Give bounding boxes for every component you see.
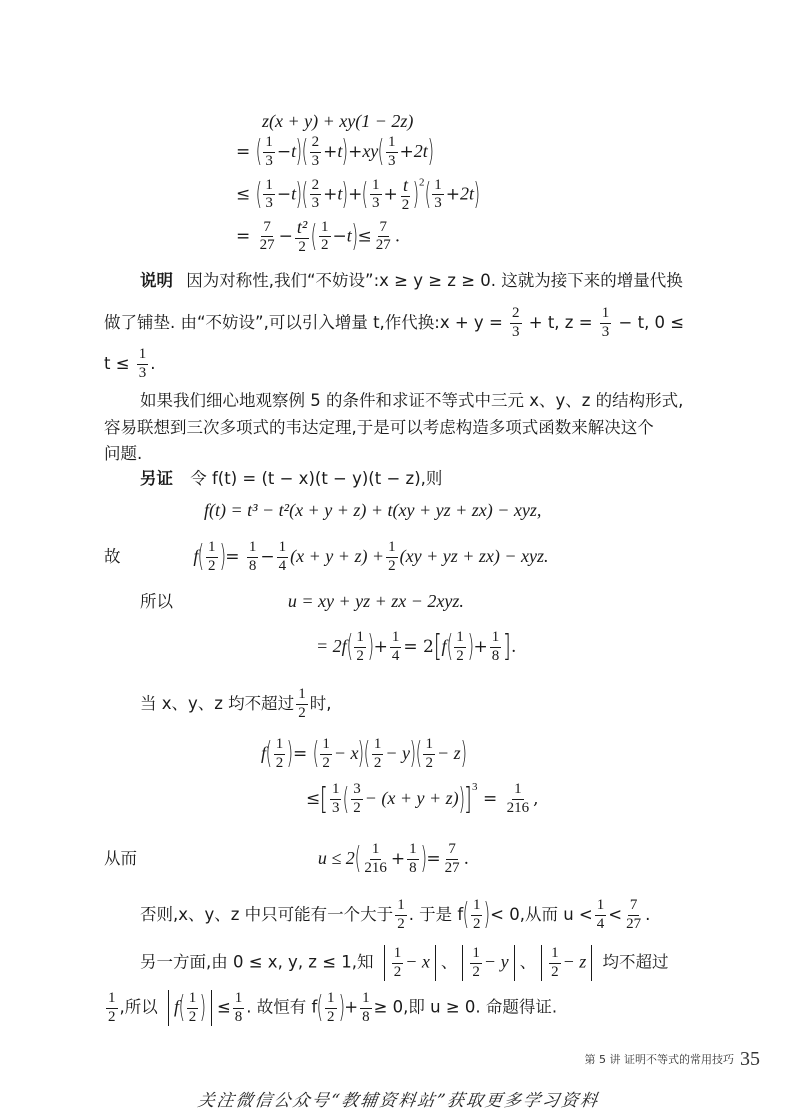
fraction-2-3: $\frac{2}{3}$ — [311, 134, 320, 169]
when-text-b: 时, — [309, 693, 332, 713]
note-text-1: 因为对称性,我们“不妨设”:x ≥ y ≥ z ≥ 0. 这就为接下来的增量代换 — [186, 271, 683, 290]
watermark: 关注微信公众号“教辅资料站”获取更多学习资料 — [196, 1091, 601, 1111]
otherwise-line: 否则,x、y、z 中只可能有一个大于 $\frac{1}{2}$ . 于是 f( $\frac{1}{2}$ )< 0,从而 u < $\frac{1}{4}$ < $\frac{7}{27}$ . — [140, 897, 651, 933]
u-eq-line: = 2f( $\frac{1}{2}$ )+ $\frac{1}{4}$ = 2[f( $\frac{1}{2}$ )+ $\frac{1}{8}$ ]. — [316, 629, 517, 665]
page-number: 35 — [740, 1048, 760, 1070]
note-text-2b: + t, z = — [528, 312, 593, 332]
var-t: t — [291, 140, 297, 161]
other-side-line-1: 另一方面,由 0 ≤ x, y, z ≤ 1,知 $\frac{1}{2}$ − x 、 $\frac{1}{2}$ − y 、 $\frac{1}{2}$ − z 均不超过 — [140, 944, 669, 980]
deriv-line-1 — [262, 112, 413, 131]
note-line-3: t ≤ $\frac{1}{3}$ . — [104, 346, 156, 381]
deriv-line-4: = $\frac{7}{27}$ − $\frac{\text{t²}}{2}$ ( $\frac{1}{2}$ −t)≤ $\frac{7}{27}$ . — [236, 217, 401, 255]
note-text-2c: − t, 0 ≤ — [618, 312, 685, 332]
para-line-3: 问题. — [104, 444, 143, 463]
u-definition: u = xy + yz + zx − 2xyz. — [287, 591, 464, 611]
equals-sign: = — [236, 141, 251, 162]
fraction-1-3: $\frac{1}{3}$ — [388, 134, 396, 169]
gu-line: 故 f( $\frac{1}{2}$ )= $\frac{1}{8}$ − $\frac{1}{4}$ (x + y + z) + $\frac{1}{2}$ (xy + yz + zx) − xyz. — [104, 539, 549, 575]
paren-left: ( — [255, 134, 262, 170]
deriv-line-3: ≤ ( $\frac{1}{3}$ −t)( $\frac{2}{3}$ +t)+( $\frac{1}{3}$ + $\frac{t}{2}$ )$^2$( $\frac{1}{3}$ +2t) — [236, 175, 481, 213]
note-line-1 — [140, 273, 683, 290]
other-side-text-a: 另一方面,由 0 ≤ x, y, z ≤ 1,知 — [140, 952, 374, 972]
math-expr: z(x + y) + xy(1 − 2z) — [262, 111, 414, 131]
when-line: 当 x、y、z 均不超过 $\frac{1}{2}$ 时, — [140, 686, 332, 721]
f-half-bound-line: ≤[ $\frac{1}{3}$ ( $\frac{3}{2}$ − (x + y + z))]$^3$ = $\frac{1}{216}$ , — [306, 781, 539, 817]
other-side-text-b: 均不超过 — [602, 952, 669, 972]
fraction-t2-2: $\frac{\text{t²}}{2}$ — [296, 217, 308, 255]
suoyi-line — [140, 592, 464, 611]
note-label: 说明 — [140, 271, 173, 290]
f-half-line: f( $\frac{1}{2}$ )= ( $\frac{1}{2}$ − x)( $\frac{1}{2}$ − y)( $\frac{1}{2}$ − z) — [261, 736, 467, 772]
deriv-line-2: = ( $\frac{1}{3}$ −t)( $\frac{2}{3}$ +t)+xy( $\frac{1}{3}$ +2t) — [236, 134, 434, 170]
page-footer — [585, 1048, 761, 1071]
minus: − — [276, 141, 292, 162]
alt-proof-line — [140, 471, 442, 488]
para-line-1: 如果我们细心地观察例 5 的条件和求证不等式中三元 x、y、z 的结构形式, — [140, 391, 684, 410]
congerr-line: 从而 u ≤ 2( $\frac{1}{216}$ + $\frac{1}{8}$ )= $\frac{7}{27}$ . — [104, 841, 470, 877]
other-side-line-2: $\frac{1}{2}$ ,所以 f( $\frac{1}{2}$ ) ≤ $\frac{1}{8}$ . 故恒有 f( $\frac{1}{2}$ )+ $\frac{1}{8}$ ≥ 0,即 u ≥ 0. 命题得证. — [108, 989, 558, 1025]
when-text-a: 当 x、y、z 均不超过 — [140, 693, 295, 713]
note-text-3a: t ≤ — [104, 353, 130, 373]
para-line-2: 容易联想到三次多项式的韦达定理,于是可以考虑构造多项式函数来解决这个 — [104, 418, 654, 437]
gu-label: 故 — [104, 546, 121, 566]
note-line-2: 做了铺垫. 由“不妨设”,可以引入增量 t,作代换:x + y = $\frac{2}{3}$ + t, z = $\frac{1}{3}$ − t, 0 ≤ — [104, 305, 685, 340]
alt-proof-label: 另证 — [140, 469, 173, 488]
chapter-title: 第 5 讲 证明不等式的常用技巧 — [584, 1053, 734, 1066]
exponent: 2 — [419, 176, 425, 189]
fraction-1-216: $\frac{1}{216}$ — [506, 781, 530, 816]
otherwise-text-a: 否则,x、y、z 中只可能有一个大于 — [140, 904, 394, 924]
var-xy: xy — [362, 140, 379, 161]
suoyi-label: 所以 — [140, 592, 173, 611]
note-text-2a: 做了铺垫. 由“不妨设”,可以引入增量 t,作代换:x + y = — [104, 312, 503, 332]
f-expansion: f(t) = t³ − t²(x + y + z) + t(xy + yz + zx) − xyz, — [204, 500, 542, 520]
f-expand-line — [204, 501, 541, 520]
fraction-1-3: $\frac{1}{3}$ — [265, 134, 273, 169]
congerr-label: 从而 — [104, 848, 137, 868]
alt-proof-intro: 令 f(t) = (t − x)(t − y)(t − z),则 — [190, 469, 443, 488]
le-sign: ≤ — [236, 184, 251, 205]
fraction-t-2: $\frac{t}{2}$ — [401, 175, 410, 213]
fraction-7-27: $\frac{7}{27}$ — [259, 218, 275, 254]
